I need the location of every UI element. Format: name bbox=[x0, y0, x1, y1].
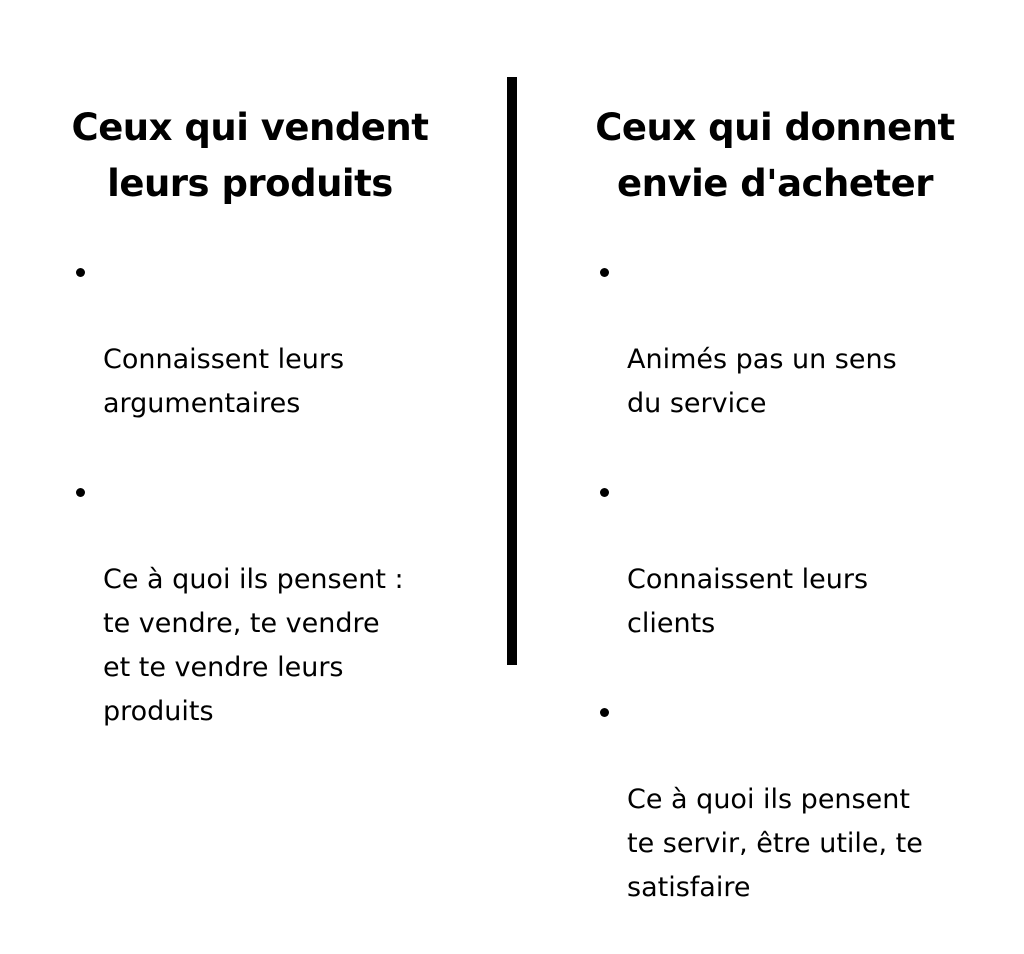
bullet-text: Animés pas un sens du service bbox=[627, 344, 897, 419]
right-column-heading: Ceux qui donnent envie d'acheter bbox=[595, 106, 955, 205]
bullet-text: Ce à quoi ils pensent : te vendre, te vendre et te vendre leurs produits bbox=[103, 564, 404, 727]
left-column-heading: Ceux qui vendent leurs produits bbox=[71, 106, 429, 205]
bullet-icon bbox=[600, 708, 609, 717]
bullet-text: Connaissent leurs clients bbox=[627, 564, 869, 639]
left-bullet-list bbox=[72, 250, 462, 778]
column-divider bbox=[507, 77, 517, 665]
list-item bbox=[596, 690, 986, 910]
bullet-icon bbox=[76, 488, 85, 497]
list-item bbox=[596, 470, 986, 646]
right-column bbox=[560, 100, 990, 903]
bullet-icon bbox=[600, 268, 609, 277]
bullet-icon bbox=[76, 268, 85, 277]
bullet-text: Connaissent leurs argumentaires bbox=[103, 344, 345, 419]
bullet-text: Ce à quoi ils pensent te servir, être utile, te satisfaire bbox=[627, 784, 923, 903]
bullet-icon bbox=[600, 488, 609, 497]
right-bullet-list bbox=[596, 250, 986, 954]
list-item bbox=[72, 250, 462, 426]
list-item bbox=[596, 250, 986, 426]
left-column bbox=[40, 100, 460, 727]
list-item bbox=[72, 470, 462, 734]
